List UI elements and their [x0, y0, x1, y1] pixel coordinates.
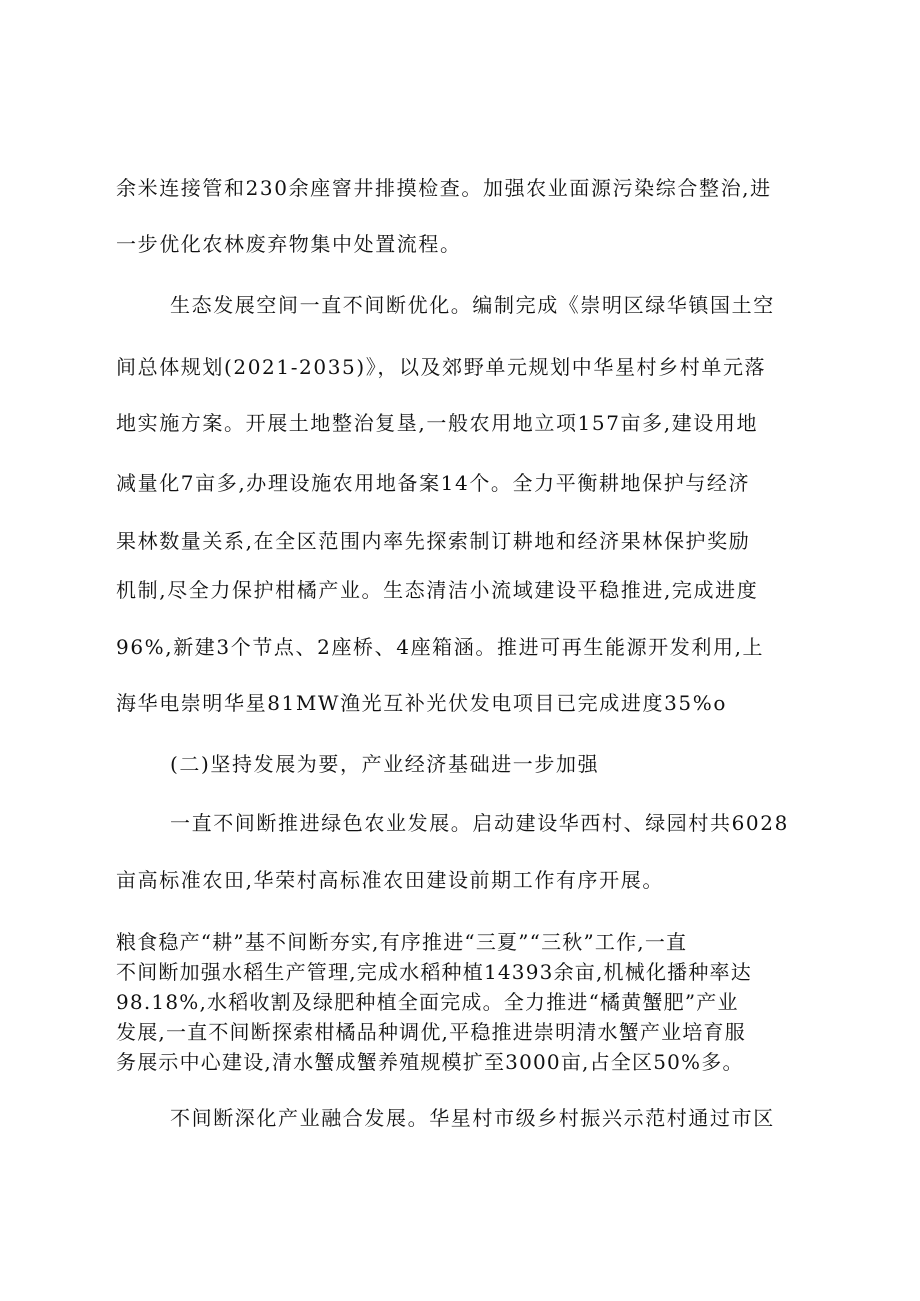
paragraph-line: 海华电崇明华星81MW渔光互补光伏发电项目已完成进度35%o [116, 691, 727, 715]
paragraph-line: 98.18%,水稻收割及绿肥种植全面完成。全力推进“橘黄蟹肥”产业 [116, 990, 739, 1014]
paragraph-line: 不间断加强水稻生产管理,完成水稻种植14393余亩,机械化播种率达 [116, 960, 752, 984]
paragraph-line: 发展,一直不间断探索柑橘品种调优,平稳推进崇明清水蟹产业培育服 [116, 1020, 746, 1044]
paragraph-line: 机制,尽全力保护柑橘产业。生态清洁小流域建设平稳推进,完成进度 [116, 578, 759, 602]
paragraph-line: 减量化7亩多,办理设施农用地备案14个。全力平衡耕地保护与经济 [116, 471, 751, 495]
paragraph-line: 果林数量关系,在全区范围内率先探索制订耕地和经济果林保护奖励 [116, 529, 751, 553]
paragraph-line: 余米连接管和230余座窨井排摸检查。加强农业面源污染综合整治,进 [116, 176, 772, 200]
paragraph-line: 地实施方案。开展土地整治复垦,一般农用地立项157亩多,建设用地 [116, 411, 759, 435]
paragraph-line: 生态发展空间一直不间断优化。编制完成《崇明区绿华镇国土空 [170, 293, 775, 317]
paragraph-line: 亩高标准农田,华荣村高标准农田建设前期工作有序开展。 [116, 868, 664, 892]
paragraph-line: 务展示中心建设,清水蟹成蟹养殖规模扩至3000亩,占全区50%多。 [116, 1050, 744, 1074]
section-heading: (二)坚持发展为要，产业经济基础进一步加强 [170, 752, 600, 776]
paragraph-line: 96%,新建3个节点、2座桥、4座箱涵。推进可再生能源开发利用,上 [116, 635, 765, 659]
paragraph-line: 间总体规划(2021-2035)》，以及郊野单元规划中华星村乡村单元落 [116, 355, 767, 379]
paragraph-line: 一步优化农林废弃物集中处置流程。 [116, 232, 462, 256]
paragraph-line: 不间断深化产业融合发展。华星村市级乡村振兴示范村通过市区 [170, 1106, 775, 1130]
paragraph-line: 一直不间断推进绿色农业发展。启动建设华西村、绿园村共6028 [170, 811, 789, 835]
paragraph-line: 粮食稳产“耕”基不间断夯实,有序推进“三夏”“三秋”工作,一直 [116, 930, 688, 954]
